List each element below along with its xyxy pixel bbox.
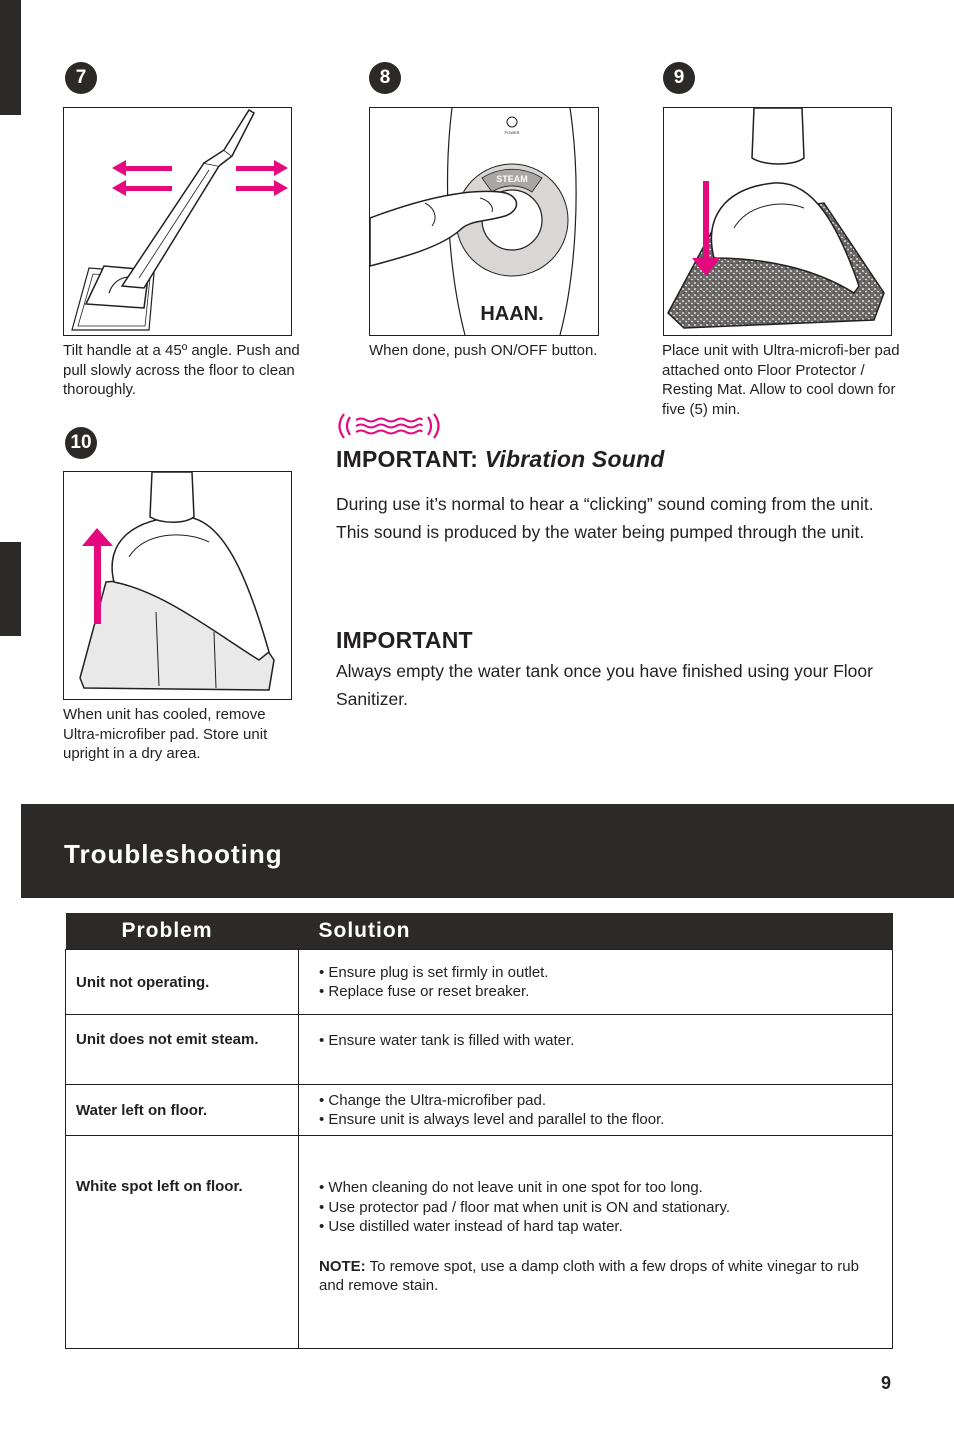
step-7-illustration xyxy=(63,107,292,336)
important-tank-heading: IMPORTANT xyxy=(336,627,473,653)
note-label: NOTE: xyxy=(319,1257,366,1275)
important-tank-body: Always empty the water tank once you have finished using your Floor Sanitizer. xyxy=(336,661,873,709)
solution-cell xyxy=(299,1015,893,1085)
problem-cell: Water left on floor. xyxy=(66,1085,299,1136)
solution-note xyxy=(319,1257,892,1296)
step-8-illustration xyxy=(369,107,599,336)
svg-text:STEAM: STEAM xyxy=(496,174,528,184)
important-label: IMPORTANT: xyxy=(336,446,479,472)
solution-line: • Use protector pad / floor mat when unit is ON and stationary. xyxy=(319,1198,730,1216)
solution-line: • Ensure plug is set firmly in outlet. xyxy=(319,963,549,981)
table-row xyxy=(66,1136,893,1349)
svg-text:POWER: POWER xyxy=(504,130,520,135)
svg-text:HAAN.: HAAN. xyxy=(480,303,544,325)
solution-line: • Replace fuse or reset breaker. xyxy=(319,983,530,1000)
vibration-sound-subtitle: Vibration Sound xyxy=(484,446,665,472)
important-vibration-body: During use it’s normal to hear a “clicking” sound coming from the unit. This sound is produced by the water being pumped through the unit. xyxy=(336,494,874,542)
step-10-number: 10 xyxy=(65,427,97,459)
table-row xyxy=(66,1015,893,1085)
side-tab-middle xyxy=(0,542,21,636)
solution-line: • When cleaning do not leave unit in one spot for too long. xyxy=(319,1179,703,1196)
step-9-number: 9 xyxy=(663,62,695,94)
step-7-caption: Tilt handle at a 45º angle. Push and pull slowly across the floor to clean thoroughly. xyxy=(63,342,300,398)
step-7-number: 7 xyxy=(65,62,97,94)
note-text: To remove spot, use a damp cloth with a few drops of white vinegar to rub and remove stain. xyxy=(319,1257,859,1294)
solution-line: • Ensure unit is always level and parallel to the floor. xyxy=(319,1111,665,1128)
step-9-illustration xyxy=(663,107,892,336)
solution-line: • Ensure water tank is filled with water. xyxy=(319,1032,575,1049)
step-8-number: 8 xyxy=(369,62,401,94)
step-10-illustration xyxy=(63,471,292,700)
solution-cell xyxy=(299,1085,893,1136)
problem-cell: Unit not operating. xyxy=(66,950,299,1015)
solution-line: • Change the Ultra-microfiber pad. xyxy=(319,1091,547,1109)
page-number: 9 xyxy=(880,1373,891,1393)
side-tab-top xyxy=(0,0,21,115)
problem-cell: Unit does not emit steam. xyxy=(66,1015,299,1085)
step-8-caption: When done, push ON/OFF button. xyxy=(369,342,598,359)
table-row xyxy=(66,1085,893,1136)
step-10-caption: When unit has cooled, remove Ultra-microfiber pad. Store unit upright in a dry area. xyxy=(63,706,268,762)
vibration-sound-icon xyxy=(336,410,442,442)
problem-cell: White spot left on floor. xyxy=(66,1136,299,1349)
table-row xyxy=(66,950,893,1015)
important-vibration-heading xyxy=(336,446,664,473)
solution-line: • Use distilled water instead of hard tap water. xyxy=(319,1218,623,1235)
table-header-row xyxy=(66,913,893,950)
solution-cell xyxy=(299,950,893,1015)
troubleshooting-table xyxy=(65,913,893,1349)
troubleshooting-title: Troubleshooting xyxy=(64,839,283,869)
header-solution: Solution xyxy=(299,913,893,950)
solution-cell xyxy=(299,1136,893,1349)
troubleshooting-banner xyxy=(21,804,954,898)
step-9-caption: Place unit with Ultra-microfi-ber pad attached onto Floor Protector / Resting Mat. Allow to cool down for five (5) min. xyxy=(662,342,900,418)
header-problem: Problem xyxy=(66,913,299,950)
